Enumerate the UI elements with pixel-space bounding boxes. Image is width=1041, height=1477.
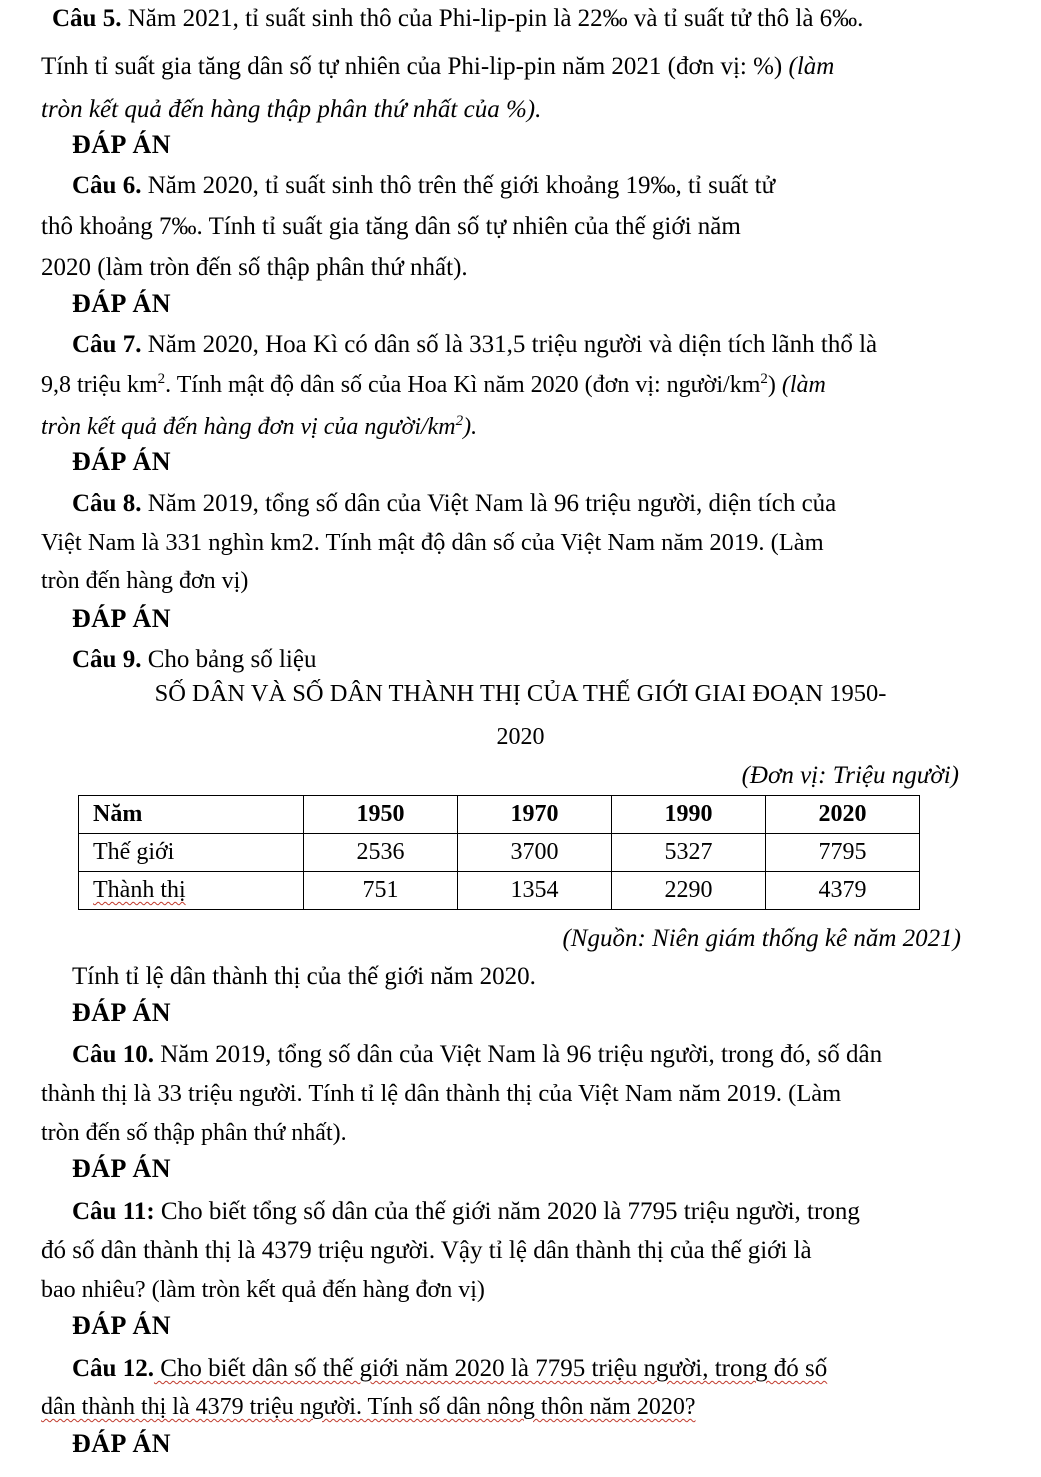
q8-line-1	[72, 485, 1027, 523]
q7-text-2b: . Tính mật độ dân số của Hoa Kì năm 2020 (đơn vị: người/km	[165, 372, 761, 398]
q7-sup-3: 2	[455, 413, 464, 429]
q9-question: Tính tỉ lệ dân thành thị của thế giới năm 2020.	[72, 963, 536, 990]
q6-text-1: Năm 2020, tỉ suất sinh thô trên thế giới khoảng 19‰, tỉ suất tử	[141, 172, 776, 199]
q6-line-1	[72, 167, 1027, 205]
table-cell-text: Thành thị	[93, 877, 186, 903]
table-cell: 751	[304, 872, 458, 910]
q11-text-1: Cho biết tổng số dân của thế giới năm 2020 là 7795 triệu người, trong	[154, 1198, 860, 1225]
q5-number: Câu 5.	[52, 5, 122, 32]
q11-number: Câu 11:	[72, 1198, 155, 1225]
table-header-cell: 1950	[304, 796, 458, 834]
q7-line-2	[41, 366, 996, 404]
q12-text-2: dân thành thị là 4379 triệu người. Tính số dân nông thôn năm 2020?	[41, 1394, 696, 1420]
q11-answer-label: ĐÁP ÁN	[72, 1311, 172, 1340]
q11-line-3: bao nhiêu? (làm tròn kết quả đến hàng đơn vị)	[41, 1277, 485, 1303]
q9-line-1	[72, 641, 1027, 679]
table-cell: 3700	[458, 834, 612, 872]
q5-line-3: tròn kết quả đến hàng thập phân thứ nhất của %).	[41, 96, 542, 123]
q12-answer-label: ĐÁP ÁN	[72, 1429, 172, 1458]
q7-line-1	[72, 326, 1027, 364]
q10-line-2: thành thị là 33 triệu người. Tính tỉ lệ dân thành thị của Việt Nam năm 2019. (Làm	[41, 1080, 842, 1107]
q8-number: Câu 8.	[72, 490, 142, 517]
q7-answer-label: ĐÁP ÁN	[72, 447, 172, 476]
q5-text-2-italic: (làm	[782, 53, 835, 80]
q7-text-2c: )	[767, 372, 776, 398]
table-header-cell: 1970	[458, 796, 612, 834]
q10-text-1: Năm 2019, tổng số dân của Việt Nam là 96 triệu người, trong đó, số dân	[153, 1041, 883, 1068]
q6-line-2: thô khoảng 7‰. Tính tỉ suất gia tăng dân số tự nhiên của thế giới năm	[41, 213, 741, 240]
population-table	[78, 795, 920, 910]
q6-line-3: 2020 (làm tròn đến số thập phân thứ nhất).	[41, 254, 468, 281]
q11-line-1	[72, 1193, 1027, 1231]
table-cell	[79, 872, 304, 910]
q7-text-1: Năm 2020, Hoa Kì có dân số là 331,5 triệu người và diện tích lãnh thổ là	[141, 331, 878, 358]
table-header-cell: 1990	[612, 796, 766, 834]
table-row	[79, 834, 920, 872]
q7-text-3b: ).	[463, 414, 478, 440]
q5-line-2	[41, 48, 996, 86]
q9-answer-label: ĐÁP ÁN	[72, 998, 172, 1027]
q5-text-1: Năm 2021, tỉ suất sinh thô của Phi-lip-pin là 22‰ và tỉ suất tử thô là 6‰.	[121, 5, 864, 32]
q7-text-3a: tròn kết quả đến hàng đơn vị của người/km	[41, 414, 456, 440]
q8-text-1: Năm 2019, tổng số dân của Việt Nam là 96 triệu người, diện tích của	[141, 490, 837, 517]
table-title-line-1: SỐ DÂN VÀ SỐ DÂN THÀNH THỊ CỦA THẾ GIỚI GIAI ĐOẠN 1950-	[154, 680, 887, 707]
q5-answer-label: ĐÁP ÁN	[72, 130, 172, 159]
q12-line-1	[72, 1350, 1027, 1388]
q7-sup-2: 2	[760, 371, 768, 387]
table-cell: 5327	[612, 834, 766, 872]
q7-sup-1: 2	[157, 371, 166, 387]
q5-line-1	[52, 0, 1007, 38]
table-cell: Thế giới	[79, 834, 304, 872]
q12-number: Câu 12.	[72, 1355, 154, 1382]
table-title-line-2: 2020	[496, 724, 545, 750]
table-header-cell: 2020	[766, 796, 920, 834]
q9-number: Câu 9.	[72, 646, 142, 673]
table-source: (Nguồn: Niên giám thống kê năm 2021)	[562, 925, 961, 952]
q6-number: Câu 6.	[72, 172, 142, 199]
q9-text-1: Cho bảng số liệu	[141, 646, 317, 673]
table-cell: 2290	[612, 872, 766, 910]
q6-answer-label: ĐÁP ÁN	[72, 289, 172, 318]
q11-line-2: đó số dân thành thị là 4379 triệu người. Vậy tỉ lệ dân thành thị của thế giới là	[41, 1237, 812, 1264]
table-header-row	[79, 796, 920, 834]
q10-line-1	[72, 1036, 1027, 1074]
q5-text-2: Tính tỉ suất gia tăng dân số tự nhiên của Phi-lip-pin năm 2021 (đơn vị: %)	[41, 53, 783, 80]
table-cell: 7795	[766, 834, 920, 872]
q8-answer-label: ĐÁP ÁN	[72, 604, 172, 633]
table-row	[79, 872, 920, 910]
table-unit: (Đơn vị: Triệu người)	[741, 762, 959, 789]
q12-line-2	[41, 1388, 996, 1426]
q7-text-2a: 9,8 triệu km	[41, 372, 158, 398]
q7-text-2-italic: (làm	[775, 372, 826, 398]
q8-line-3: tròn đến hàng đơn vị)	[41, 568, 249, 594]
q7-line-3	[41, 408, 996, 446]
table-header-cell: Năm	[79, 796, 304, 834]
q7-number: Câu 7.	[72, 331, 142, 358]
table-cell: 2536	[304, 834, 458, 872]
q10-answer-label: ĐÁP ÁN	[72, 1154, 172, 1183]
q10-line-3: tròn đến số thập phân thứ nhất).	[41, 1120, 347, 1146]
table-cell: 4379	[766, 872, 920, 910]
q8-line-2: Việt Nam là 331 nghìn km2. Tính mật độ dân số của Việt Nam năm 2019. (Làm	[41, 529, 824, 556]
table-cell: 1354	[458, 872, 612, 910]
q10-number: Câu 10.	[72, 1041, 154, 1068]
q12-text-1: Cho biết dân số thế giới năm 2020 là 7795 triệu người, trong đó số	[153, 1355, 828, 1382]
